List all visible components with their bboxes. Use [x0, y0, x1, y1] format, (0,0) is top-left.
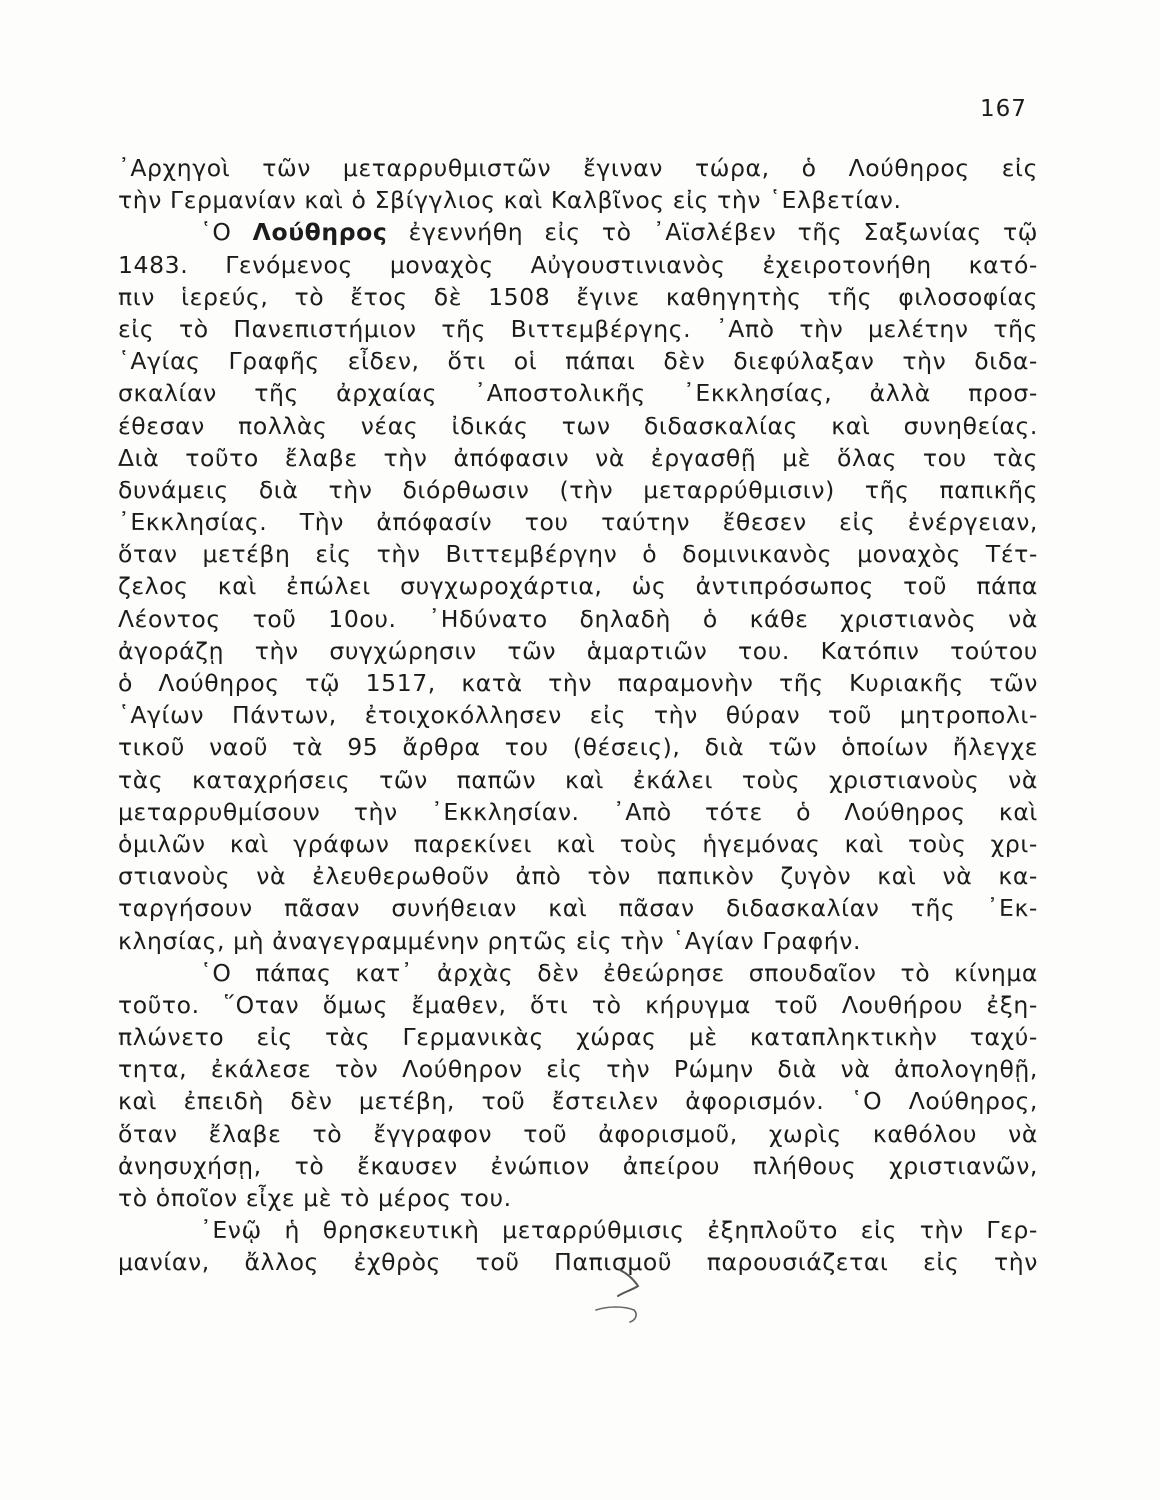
text-line: τὴν Γερμανίαν καὶ ὁ Σβίγγλιος καὶ Καλβῖνος εἰς τὴν ῾Ελβετίαν. [118, 186, 902, 215]
text-line: ὅταν ἔλαβε τὸ ἔγγραφον τοῦ ἀφορισμοῦ, χωρὶς καθόλου νὰ [118, 1119, 1038, 1148]
text-line: ἀνησυχήσῃ, τὸ ἔκαυσεν ἐνώπιον ἀπείρου πλήθους χριστιανῶν, [118, 1151, 1038, 1180]
text-line: κλησίας, μὴ ἀναγεγραμμένην ρητῶς εἰς τὴν ῾Αγίαν Γραφήν. [118, 926, 862, 955]
text-line: στιανοὺς νὰ ἐλευθερωθοῦν ἀπὸ τὸν παπικὸν ζυγὸν καὶ νὰ κα- [118, 862, 1038, 891]
text-line [118, 216, 1038, 248]
text-line: ταργήσουν πᾶσαν συνήθειαν καὶ πᾶσαν διδασκαλίαν τῆς ᾿Εκ- [118, 894, 1038, 923]
text-line: καὶ ἐπειδὴ δὲν μετέβη, τοῦ ἔστειλεν ἀφορισμόν. ῾Ο Λούθηρος, [118, 1087, 1038, 1116]
text-line: Διὰ τοῦτο ἔλαβε τὴν ἀπόφασιν νὰ ἐργασθῇ μὲ ὅλας του τὰς [118, 443, 1038, 472]
body-text [118, 152, 1038, 1279]
text-line: τικοῦ ναοῦ τὰ 95 ἄρθρα του (θέσεις), διὰ τῶν ὁποίων ἤλεγχε [118, 733, 1038, 762]
text-line: μεταρρυθμίσουν τὴν ᾿Εκκλησίαν. ᾿Απὸ τότε ὁ Λούθηρος καὶ [118, 797, 1038, 826]
text-line: ἀγοράζῃ τὴν συγχώρησιν τῶν ἁμαρτιῶν του. Κατόπιν τούτου [118, 636, 1038, 665]
text-line: ῾Ο πάπας κατ᾿ ἀρχὰς δὲν ἐθεώρησε σπουδαῖον τὸ κίνημα [200, 958, 1038, 987]
text-line: Λέοντος τοῦ 10ου. ᾿Ηδύνατο δηλαδὴ ὁ κάθε χριστιανὸς νὰ [118, 604, 1038, 633]
text-line: εἰς τὸ Πανεπιστήμιον τῆς Βιττεμβέργης. ᾿Απὸ τὴν μελέτην τῆς [118, 314, 1038, 343]
text-line: ῾Αγίων Πάντων, ἐτοιχοκόλλησεν εἰς τὴν θύραν τοῦ μητροπολι- [118, 701, 1038, 730]
text-line: τοῦτο. ῞Οταν ὅμως ἔμαθεν, ὅτι τὸ κήρυγμα τοῦ Λουθήρου ἐξη- [118, 990, 1038, 1019]
text-line-prefix: ῾Ο [200, 218, 253, 247]
text-line: πλώνετο εἰς τὰς Γερμανικὰς χώρας μὲ καταπληκτικὴν ταχύ- [118, 1023, 1038, 1052]
text-line: έθεσαν πολλὰς νέας ἰδικάς των διδασκαλίας καὶ συνηθείας. [118, 411, 1038, 440]
text-line: ὁμιλῶν καὶ γράφων παρεκίνει καὶ τοὺς ἡγεμόνας καὶ τοὺς χρι- [118, 829, 1038, 858]
text-line: ᾿Εκκλησίας. Τὴν ἀπόφασίν του ταύτην ἔθεσεν εἰς ἐνέργειαν, [118, 508, 1038, 537]
text-line-rest: ἐγεννήθη εἰς τὸ ᾿Αϊσλέβεν τῆς Σαξωνίας τῷ [387, 218, 1038, 247]
text-line: τὸ ὁποῖον εἶχε μὲ τὸ μέρος του. [118, 1184, 512, 1212]
text-line: πιν ἱερεύς, τὸ ἔτος δὲ 1508 ἔγινε καθηγητὴς τῆς φιλοσοφίας [118, 282, 1038, 311]
text-line: δυνάμεις διὰ τὴν διόρθωσιν (τὴν μεταρρύθμισιν) τῆς παπικῆς [118, 475, 1038, 504]
text-line: τὰς καταχρήσεις τῶν παπῶν καὶ ἐκάλει τοὺς χριστιανοὺς νὰ [118, 765, 1038, 794]
text-line: σκαλίαν τῆς ἀρχαίας ᾿Αποστολικῆς ᾿Εκκλησίας, ἀλλὰ προσ- [118, 379, 1038, 408]
text-line: μανίαν, ἄλλος ἐχθρὸς τοῦ Παπισμοῦ παρουσιάζεται εἰς τὴν [118, 1248, 1038, 1277]
page-number: 167 [980, 96, 1027, 122]
text-line: ὁ Λούθηρος τῷ 1517, κατὰ τὴν παραμονὴν τῆς Κυριακῆς τῶν [118, 669, 1038, 697]
text-line: τητα, ἐκάλεσε τὸν Λούθηρον εἰς τὴν Ρώμην διὰ νὰ ἀπολογηθῇ, [118, 1055, 1038, 1084]
text-line: ζελος καὶ ἐπώλει συγχωροχάρτια, ὡς ἀντιπρόσωπος τοῦ πάπα [118, 572, 1038, 601]
text-line: ῾Αγίας Γραφῆς εἶδεν, ὅτι οἱ πάπαι δὲν διεφύλαξαν τὴν διδα- [118, 347, 1038, 376]
bold-name: Λούθηρος [252, 218, 388, 247]
text-line: ᾿Αρχηγοὶ τῶν μεταρρυθμιστῶν ἔγιναν τώρα, ὁ Λούθηρος εἰς [118, 154, 1038, 182]
text-line: ὅταν μετέβη εἰς τὴν Βιττεμβέργην ὁ δομινικανὸς μοναχὸς Τέτ- [118, 540, 1038, 569]
text-line: ᾿Ενῷ ἡ θρησκευτικὴ μεταρρύθμισις ἐξηπλοῦτο εἰς τὴν Γερ- [200, 1216, 1038, 1245]
text-line: 1483. Γενόμενος μοναχὸς Αὐγουστινιανὸς ἐχειροτονήθη κατό- [118, 250, 1038, 279]
